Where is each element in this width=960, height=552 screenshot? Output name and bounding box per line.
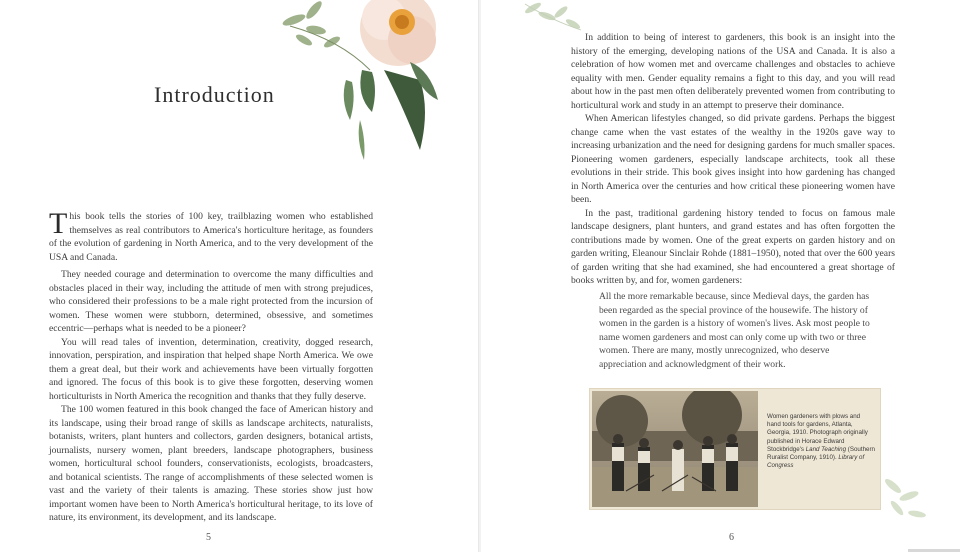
drop-cap: T: [49, 207, 68, 240]
page-number: 6: [729, 532, 734, 543]
block-quote: All the more remarkable because, since Medieval days, the garden has been regarded as the special province of the housewife. The history of women in the garden is a history of women's lives. Ask most people to name women gardeners and most can only come up with two or three women. There are many, mostly unrecognized, who deserve appreciation and acknowledgment of their work.: [599, 291, 870, 370]
photo-caption: [767, 413, 875, 470]
paragraph: [49, 207, 373, 264]
caption-text: Women gardeners with plows and hand tools for gardens, Atlanta, Georgia, 1910. Photograph originally published in Horace Edward Stockbridge's: [767, 413, 868, 453]
right-body: [571, 31, 895, 288]
caption-book-title: Land Teaching: [805, 445, 847, 453]
page-title: Introduction: [154, 82, 275, 107]
caption-publisher: (Southern Ruralist Company, 1910).: [767, 445, 875, 462]
paragraph-text: his book tells the stories of 100 key, trailblazing women who established themselves as real contributors to America's horticulture heritage, as founders of the evolution of gardening in North America, and to the very development of the USA and Canada.: [49, 211, 373, 263]
paragraph: In addition to being of interest to gardeners, this book is an insight into the history of the emerging, developing nations of the USA and Canada. It is also a celebration of how women met and overcame challenges and obstacles to achieve equality with men. Gender equality remains a fight to this day, and you will read about how in the past men often deliberately prevented women from contributing to horticultural work and study in an attempt to preserve their dominance.: [571, 32, 895, 111]
left-page: [0, 0, 479, 552]
paragraph: They needed courage and determination to overcome the many difficulties and obstacles placed in their way, including the attitude of men with strong prejudices, who considered their professions to be a male right protected from the incursion of women. These women were stubborn, determined, obsessive, and sometimes eccentric—perhaps what is needed to be a pioneer?: [49, 269, 373, 334]
paragraph: In the past, traditional gardening history tended to focus on famous male landscape designers, plant hunters, and grand estates and has often forgotten the contributions made by women. One of the great experts on garden history and on garden writing, Eleanour Sinclair Rohde (1881–1950), noted that over the 600 years of garden writing that she had examined, she had encountered a great shortage of books written by, and for, women gardeners:: [571, 207, 895, 286]
flower-bloom: [360, 0, 436, 66]
page-number: 5: [206, 532, 211, 543]
paragraph: When American lifestyles changed, so did private gardens. Perhaps the biggest change came when the vast estates of the wealthy in the 1920s gave way to increasing urbanization and the need for designing gardens for much smaller spaces. Pioneering women gardeners, especially landscape architects, took all these evolutions in their stride. This book gives insight into how gardening has changed in North America over the centuries and how critical these pioneering women have been.: [571, 113, 895, 205]
leaf-sprig-icon: [873, 466, 933, 526]
historic-photo: [592, 391, 758, 507]
paragraph: You will read tales of invention, determination, creativity, dogged research, innovation, perspiration, and inspiration that helped shape North America. We owe them a great deal, but their work and achievements have been virtually forgotten and ignored. The focus of this book is to give these forgotten, deserving women horticulturists in North America the recognition and thanks that they fully deserve.: [49, 336, 373, 402]
paragraph: The 100 women featured in this book changed the face of American history and its landscape, using their broad range of skills as landscape architects, naturalists, botanists, writers, plant hunters and collectors, garden designers, botanical artists, journalists, nursery women, plant breeders, landscape photographers, business women, horticultural school founders, conservationists, ecologists, broadcasters, and botanical scientists. The range of accomplishments of these selected women is vast and the variety of their talents is amazing. These stories show just how important women have been to North America's horticultural heritage, to its love of nature, its environment, its development, and its landscape.: [49, 404, 373, 523]
caption-credit: Library of Congress: [767, 454, 865, 470]
dark-leaves: [344, 62, 438, 160]
floral-illustration: [280, 0, 440, 170]
right-page: [481, 0, 960, 552]
intro-body: [49, 207, 373, 525]
photo-figure: [589, 388, 881, 510]
